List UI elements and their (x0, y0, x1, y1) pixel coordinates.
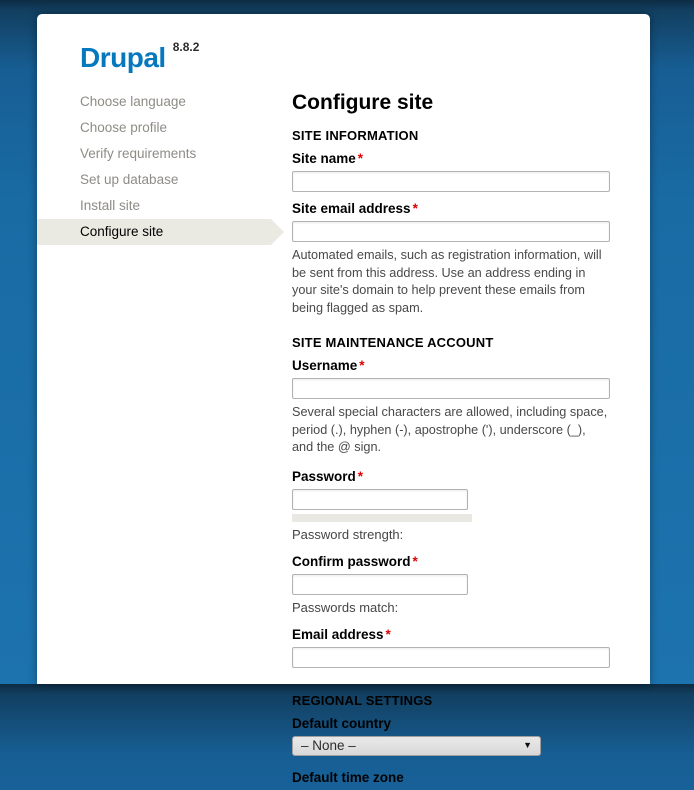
section-maintenance-account (292, 335, 610, 668)
default-country-selected-value: – None – (301, 738, 356, 753)
brand-name: Drupal (80, 42, 166, 73)
password-input[interactable] (292, 489, 468, 510)
field-confirm-password (292, 555, 610, 615)
required-marker: * (412, 201, 418, 216)
regional-settings-heading: REGIONAL SETTINGS (292, 692, 433, 708)
site-email-label: Site email address * (292, 201, 418, 216)
email-address-label: Email address * (292, 626, 391, 642)
step-choose-profile: Choose profile (80, 120, 168, 135)
install-steps-list (37, 89, 292, 245)
default-timezone-label: Default time zone (292, 769, 404, 785)
password-strength-bar (292, 514, 472, 522)
step-configure-site-active: Configure site (37, 219, 271, 245)
password-strength-label: Password strength: (292, 526, 404, 542)
required-marker: * (359, 358, 365, 373)
default-country-select[interactable] (292, 736, 541, 756)
version-label: 8.8.2 (172, 39, 200, 54)
email-address-input[interactable] (292, 647, 610, 668)
step-set-up-database: Set up database (80, 172, 179, 187)
field-site-name (292, 152, 610, 192)
installer-card (37, 14, 650, 785)
required-marker: * (385, 626, 391, 642)
username-label: Username * (292, 358, 365, 373)
site-email-description: Automated emails, such as registration information, will be sent from this address. Use an address ending in your site's domain to help prevent these emails from being flagged as spam. (292, 248, 602, 315)
site-name-label: Site name * (292, 151, 364, 166)
field-site-email (292, 202, 610, 317)
field-username (292, 359, 610, 457)
drupal-logo (80, 39, 200, 74)
chevron-down-icon: ▼ (523, 740, 532, 750)
default-country-label: Default country (292, 715, 392, 731)
username-input[interactable] (292, 378, 610, 399)
field-default-country (292, 717, 610, 756)
site-name-input[interactable] (292, 171, 610, 192)
required-marker: * (357, 468, 364, 484)
site-information-heading: SITE INFORMATION (292, 128, 419, 143)
step-install-site: Install site (80, 198, 141, 213)
maintenance-account-heading: SITE MAINTENANCE ACCOUNT (292, 335, 494, 350)
step-choose-language: Choose language (80, 94, 186, 109)
password-label: Password * (292, 468, 364, 484)
username-description: Several special characters are allowed, including space, period (.), hyphen (-), apostrophe ('), underscore (_), and the @ sign. (292, 405, 608, 454)
field-email-address (292, 628, 610, 668)
required-marker: * (412, 553, 418, 569)
page-title: Configure site (292, 91, 434, 114)
site-email-input[interactable] (292, 221, 610, 242)
step-verify-requirements: Verify requirements (80, 146, 197, 161)
confirm-password-label: Confirm password * (292, 553, 418, 569)
passwords-match-label: Passwords match: (292, 599, 399, 615)
confirm-password-input[interactable] (292, 574, 468, 595)
section-site-information (292, 128, 610, 317)
main-content (292, 92, 610, 790)
required-marker: * (357, 151, 364, 166)
field-password (292, 470, 610, 542)
section-regional-settings (292, 693, 610, 785)
